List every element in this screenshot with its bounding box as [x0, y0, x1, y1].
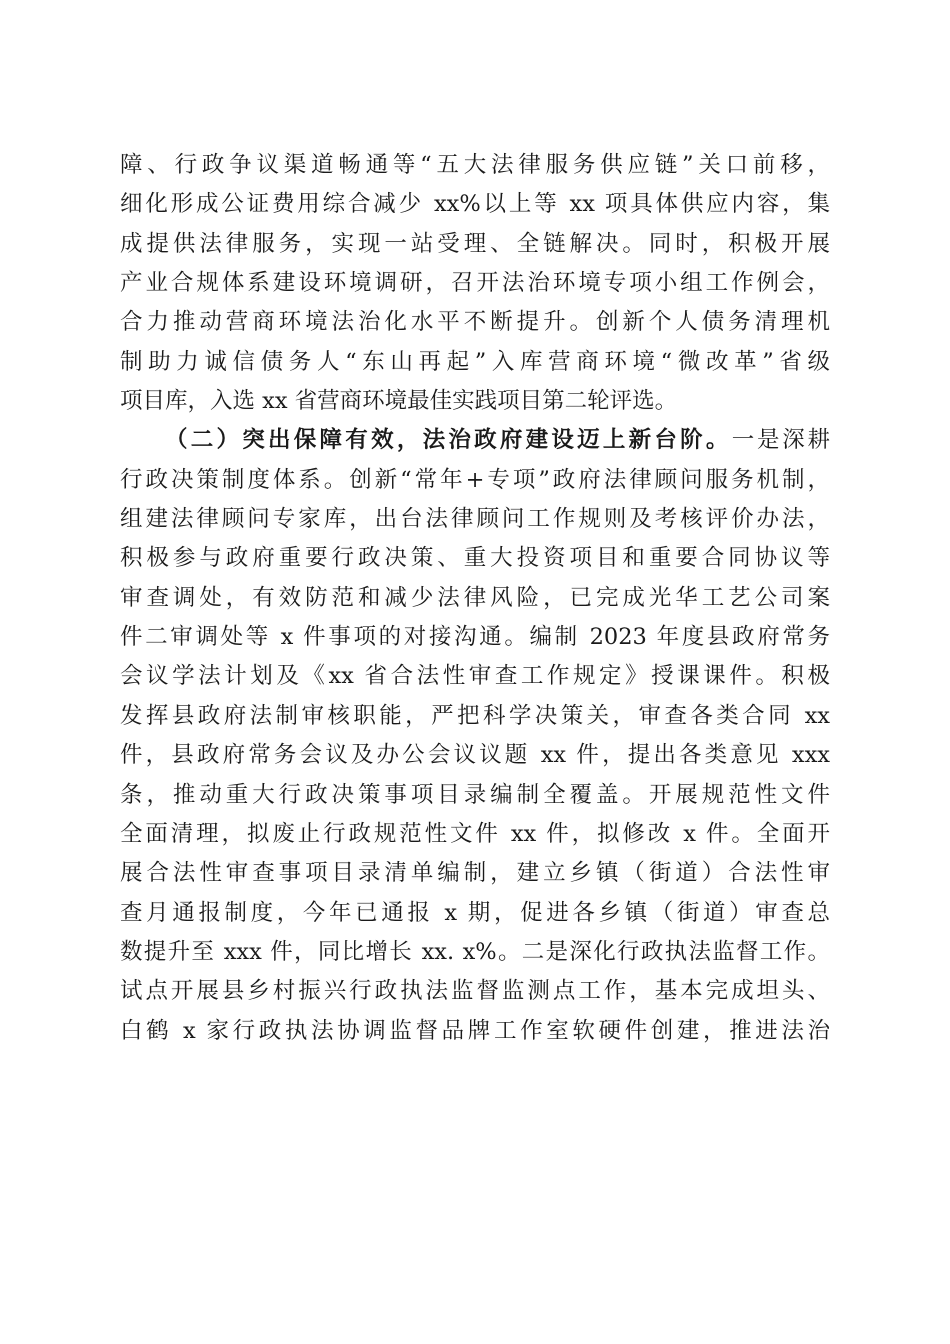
- paragraph-line: 全面清理，拟废止行政规范性文件 xx 件，拟修改 x 件。全面开: [120, 820, 830, 847]
- document-body: [120, 146, 830, 1051]
- paragraph-line: 件二审调处等 x 件事项的对接沟通。编制 2023 年度县政府常务: [120, 624, 830, 651]
- paragraph-line: 数提升至 xxx 件，同比增长 xx. x%。二是深化行政执法监督工作。: [120, 938, 830, 965]
- paragraph-line: 合力推动营商环境法治化水平不断提升。创新个人债务清理机: [120, 309, 830, 336]
- paragraph-line: 会议学法计划及《xx 省合法性审查工作规定》授课课件。积极: [120, 663, 830, 690]
- paragraph-1: [120, 146, 830, 421]
- paragraph-line: 查月通报制度，今年已通报 x 期，促进各乡镇（街道）审查总: [120, 899, 830, 926]
- paragraph-line: 发挥县政府法制审核职能，严把科学决策关，审查各类合同 xx: [120, 702, 830, 729]
- paragraph-line-rest: 一是深耕: [731, 427, 830, 454]
- paragraph-line: 试点开展县乡村振兴行政执法监督监测点工作，基本完成坦头、: [120, 978, 830, 1005]
- paragraph-line: 展合法性审查事项目录清单编制，建立乡镇（街道）合法性审: [120, 860, 830, 887]
- paragraph-line: 件，县政府常务会议及办公会议议题 xx 件，提出各类意见 xxx: [120, 742, 830, 769]
- section-heading: （二）突出保障有效，法治政府建设迈上新台阶。: [165, 427, 732, 454]
- paragraph-line: 条，推动重大行政决策事项目录编制全覆盖。开展规范性文件: [120, 781, 830, 808]
- paragraph-line: 细化形成公证费用综合减少 xx%以上等 xx 项具体供应内容，集: [120, 191, 830, 218]
- paragraph-line: 障、行政争议渠道畅通等“五大法律服务供应链”关口前移，: [120, 152, 830, 178]
- paragraph-2: [120, 421, 830, 1051]
- paragraph-line: 积极参与政府重要行政决策、重大投资项目和重要合同协议等: [120, 545, 830, 572]
- paragraph-line: 项目库，入选 xx 省营商环境最佳实践项目第二轮评选。: [120, 388, 678, 415]
- paragraph-first-line: [120, 421, 830, 460]
- paragraph-line: 组建法律顾问专家库，出台法律顾问工作规则及考核评价办法，: [120, 506, 830, 533]
- paragraph-line: 制助力诚信债务人“东山再起”入库营商环境“微改革”省级: [120, 348, 830, 375]
- paragraph-line: 行政决策制度体系。创新“常年+专项”政府法律顾问服务机制，: [120, 466, 830, 493]
- paragraph-line: 产业合规体系建设环境调研，召开法治环境专项小组工作例会，: [120, 270, 830, 297]
- paragraph-line: 成提供法律服务，实现一站受理、全链解决。同时，积极开展: [120, 230, 830, 257]
- paragraph-line: 白鹤 x 家行政执法协调监督品牌工作室软硬件创建，推进法治: [120, 1017, 830, 1044]
- paragraph-line: 审查调处，有效防范和减少法律风险，已完成光华工艺公司案: [120, 584, 830, 611]
